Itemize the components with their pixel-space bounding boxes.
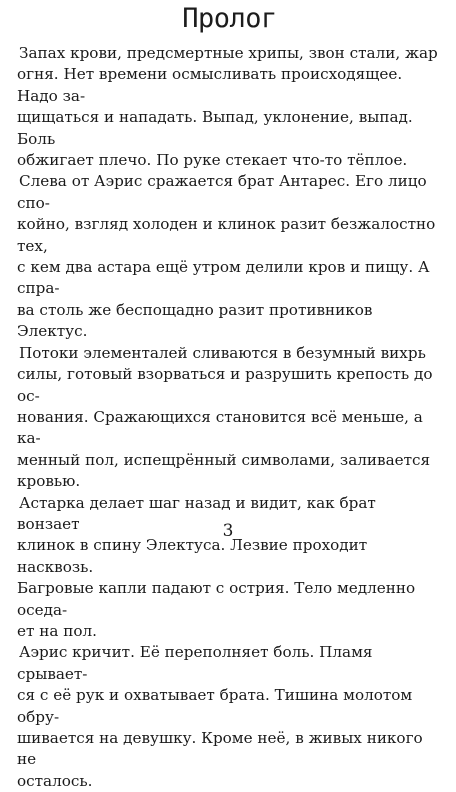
- chapter-title: Пролог: [182, 3, 277, 34]
- paragraph: Запах крови, предсмертные хрипы, звон стали, жар огня. Нет времени осмысливать происходящее. Надо за- щищаться и нападать. Выпад, уклонение, выпад. Боль обжигает плечо. По руке стекает что-то тёплое.: [17, 44, 438, 170]
- paragraph: Астарка делает шаг назад и видит, как брат вонзает клинок в спину Электуса. Лезвие проходит насквозь. Багровые капли падают с острия. Тело медленно оседа- ет на пол.: [17, 493, 416, 640]
- paragraph: Слева от Аэрис сражается брат Антарес. Его лицо спо- койно, взгляд холоден и клинок разит безжалостно тех, с кем два астара ещё утром делили кров и пищу. А спра- ва столь же беспощадно разит противников Электус.: [17, 172, 436, 341]
- chapter-text: [17, 43, 442, 792]
- paragraph: Аэрис кричит. Её переполняет боль. Пламя срывает- ся с её рук и охватывает брата. Тишина молотом обру- шивается на девушку. Кроме неё, в живых никого не осталось.: [17, 643, 423, 790]
- page-number: 3: [222, 521, 234, 541]
- paragraph: Потоки элементалей сливаются в безумный вихрь силы, готовый взорваться и разрушить крепость до ос- нования. Сражающихся становится всё меньше, а ка- менный пол, испещрённый символами, заливается кровью.: [17, 343, 433, 491]
